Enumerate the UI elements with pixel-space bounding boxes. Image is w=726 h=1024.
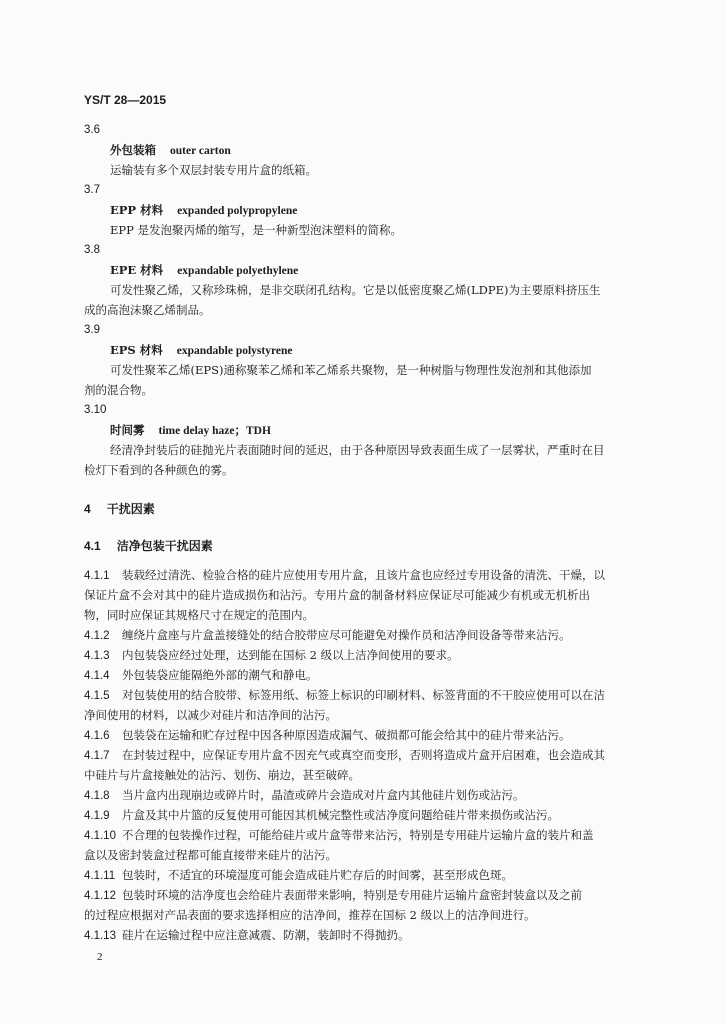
clause-text: 外包装袋应能隔绝外部的潮气和静电。 — [122, 668, 318, 682]
clause-number: 4.1.5 — [84, 690, 110, 702]
clause-line — [84, 927, 410, 944]
clause-text: 缠绕片盒座与片盒盖接缝处的结合胶带应尽可能避免对操作员和洁净间设备等带来沾污。 — [122, 628, 571, 642]
section-heading — [84, 501, 155, 517]
clause-line — [84, 647, 459, 664]
clause-number: 4.1.9 — [84, 810, 110, 822]
term-definition: 可发性聚苯乙烯(EPS)通称聚苯乙烯和苯乙烯系共聚物，是一种树脂与物理性发泡剂和其他添加 — [110, 363, 592, 377]
clause-line-cont: 的过程应根据对产品表面的要求选择相应的洁净间，推荐在国标 2 级以上的洁净间进行。 — [84, 908, 536, 922]
clause-number: 4.1.2 — [84, 630, 110, 642]
term-definition: 可发性聚乙烯，又称珍珠棉，是非交联闭孔结构。它是以低密度聚乙烯(LDPE)为主要原料挤压生 — [110, 283, 601, 297]
term-number: 3.8 — [84, 244, 100, 256]
term-definition: EPP 是发泡聚丙烯的缩写，是一种新型泡沫塑料的简称。 — [110, 223, 403, 237]
term-definition: 经清净封装后的硅抛光片表面随时间的延迟，由于各种原因导致表面生成了一层雾状，严重时在目 — [110, 443, 605, 457]
term-en: expanded polypropylene — [177, 205, 298, 217]
clause-text: 在封装过程中，应保证专用片盒不因充气或真空而变形，否则将造成片盒开启困难，也会造成其 — [122, 748, 605, 762]
clause-number: 4.1.3 — [84, 650, 110, 662]
term-zh: 时间雾 — [110, 423, 145, 437]
term-en: expandable polyethylene — [177, 265, 299, 277]
clause-line — [84, 567, 605, 584]
subsection-title: 洁净包装干扰因素 — [116, 539, 213, 553]
clause-line-cont: 物，同时应保证其规格尺寸在规定的范围内。 — [84, 608, 314, 622]
term-zh: EPP 材料 — [110, 203, 164, 217]
term-number: 3.9 — [84, 324, 100, 336]
term-number: 3.10 — [84, 404, 107, 416]
term-definition-cont: 成的高泡沫聚乙烯制品。 — [84, 303, 211, 317]
term-definition-cont: 剂的混合物。 — [84, 383, 153, 397]
subsection-heading — [84, 538, 213, 554]
term-zh: 外包装箱 — [110, 143, 156, 157]
term-title — [110, 202, 297, 219]
clause-text: 包装袋在运输和贮存过程中因各种原因造成漏气、破损都可能会给其中的硅片带来沾污。 — [122, 728, 571, 742]
clause-text: 对包装使用的结合胶带、标签用纸、标签上标识的印刷材料、标签背面的不干胶应使用可以在洁 — [122, 688, 605, 702]
clause-line — [84, 667, 318, 684]
clause-number: 4.1.4 — [84, 670, 110, 682]
clause-text: 装载经过清洗、检验合格的硅片应使用专用片盒，且该片盒也应经过专用设备的清洗、干燥，以 — [122, 568, 605, 582]
clause-line-cont: 盒以及密封装盒过程都可能直接带来硅片的沾污。 — [84, 848, 337, 862]
clause-line — [84, 827, 594, 844]
clause-text: 包装时，不适宜的环境湿度可能会造成硅片贮存后的时间雾，甚至形成色斑。 — [122, 868, 513, 882]
term-definition: 运输装有多个双层封装专用片盒的纸箱。 — [110, 163, 317, 177]
term-title — [110, 422, 271, 439]
term-en: outer carton — [170, 145, 231, 157]
clause-text: 当片盒内出现崩边或碎片时，晶渣或碎片会造成对片盒内其他硅片划伤或沾污。 — [122, 788, 525, 802]
clause-line — [84, 867, 513, 884]
clause-line — [84, 807, 559, 824]
clause-line — [84, 747, 605, 764]
term-title — [110, 262, 298, 279]
clause-number: 4.1.10 — [84, 830, 116, 842]
clause-line-cont: 中硅片与片盒接触处的沾污、划伤、崩边，甚至破碎。 — [84, 768, 360, 782]
term-zh: EPS 材料 — [110, 343, 163, 357]
standard-header: YS/T 28—2015 — [84, 93, 167, 107]
subsection-number: 4.1 — [84, 539, 101, 553]
clause-number: 4.1.11 — [84, 870, 116, 882]
term-definition-cont: 检灯下看到的各种颜色的雾。 — [84, 463, 234, 477]
clause-number: 4.1.7 — [84, 750, 110, 762]
section-title: 干扰因素 — [106, 502, 155, 516]
clause-line-cont: 净间使用的材料，以减少对硅片和洁净间的沾污。 — [84, 708, 337, 722]
clause-line — [84, 687, 605, 704]
clause-line — [84, 787, 525, 804]
clause-number: 4.1.13 — [84, 930, 116, 942]
clause-number: 4.1.8 — [84, 790, 110, 802]
term-zh: EPE 材料 — [110, 263, 164, 277]
term-en: expandable polystyrene — [176, 345, 293, 357]
term-number: 3.6 — [84, 124, 100, 136]
clause-line — [84, 727, 571, 744]
clause-line — [84, 627, 571, 644]
clause-line-cont: 保证片盒不会对其中的硅片造成损伤和沾污。专用片盒的制备材料应保证尽可能减少有机或无机析出 — [84, 588, 590, 602]
term-title — [110, 342, 293, 359]
clause-text: 片盒及其中片篮的反复使用可能因其机械完整性或洁净度问题给硅片带来损伤或沾污。 — [122, 808, 559, 822]
clause-text: 不合理的包装操作过程，可能给硅片或片盒等带来沾污，特别是专用硅片运输片盒的装片和盖 — [122, 828, 594, 842]
term-number: 3.7 — [84, 184, 100, 196]
clause-number: 4.1.6 — [84, 730, 110, 742]
section-number: 4 — [84, 502, 91, 516]
page-number: 2 — [97, 951, 103, 963]
clause-text: 硅片在运输过程中应注意减震、防潮，装卸时不得抛扔。 — [122, 928, 410, 942]
term-en: time delay haze；TDH — [158, 425, 271, 437]
clause-text: 内包装袋应经过处理，达到能在国标 2 级以上洁净间使用的要求。 — [122, 648, 459, 662]
clause-text: 包装时环境的洁净度也会给硅片表面带来影响，特别是专用硅片运输片盒密封装盒以及之前 — [122, 888, 582, 902]
clause-line — [84, 887, 582, 904]
term-title — [110, 142, 231, 159]
clause-number: 4.1.12 — [84, 890, 116, 902]
clause-number: 4.1.1 — [84, 570, 110, 582]
